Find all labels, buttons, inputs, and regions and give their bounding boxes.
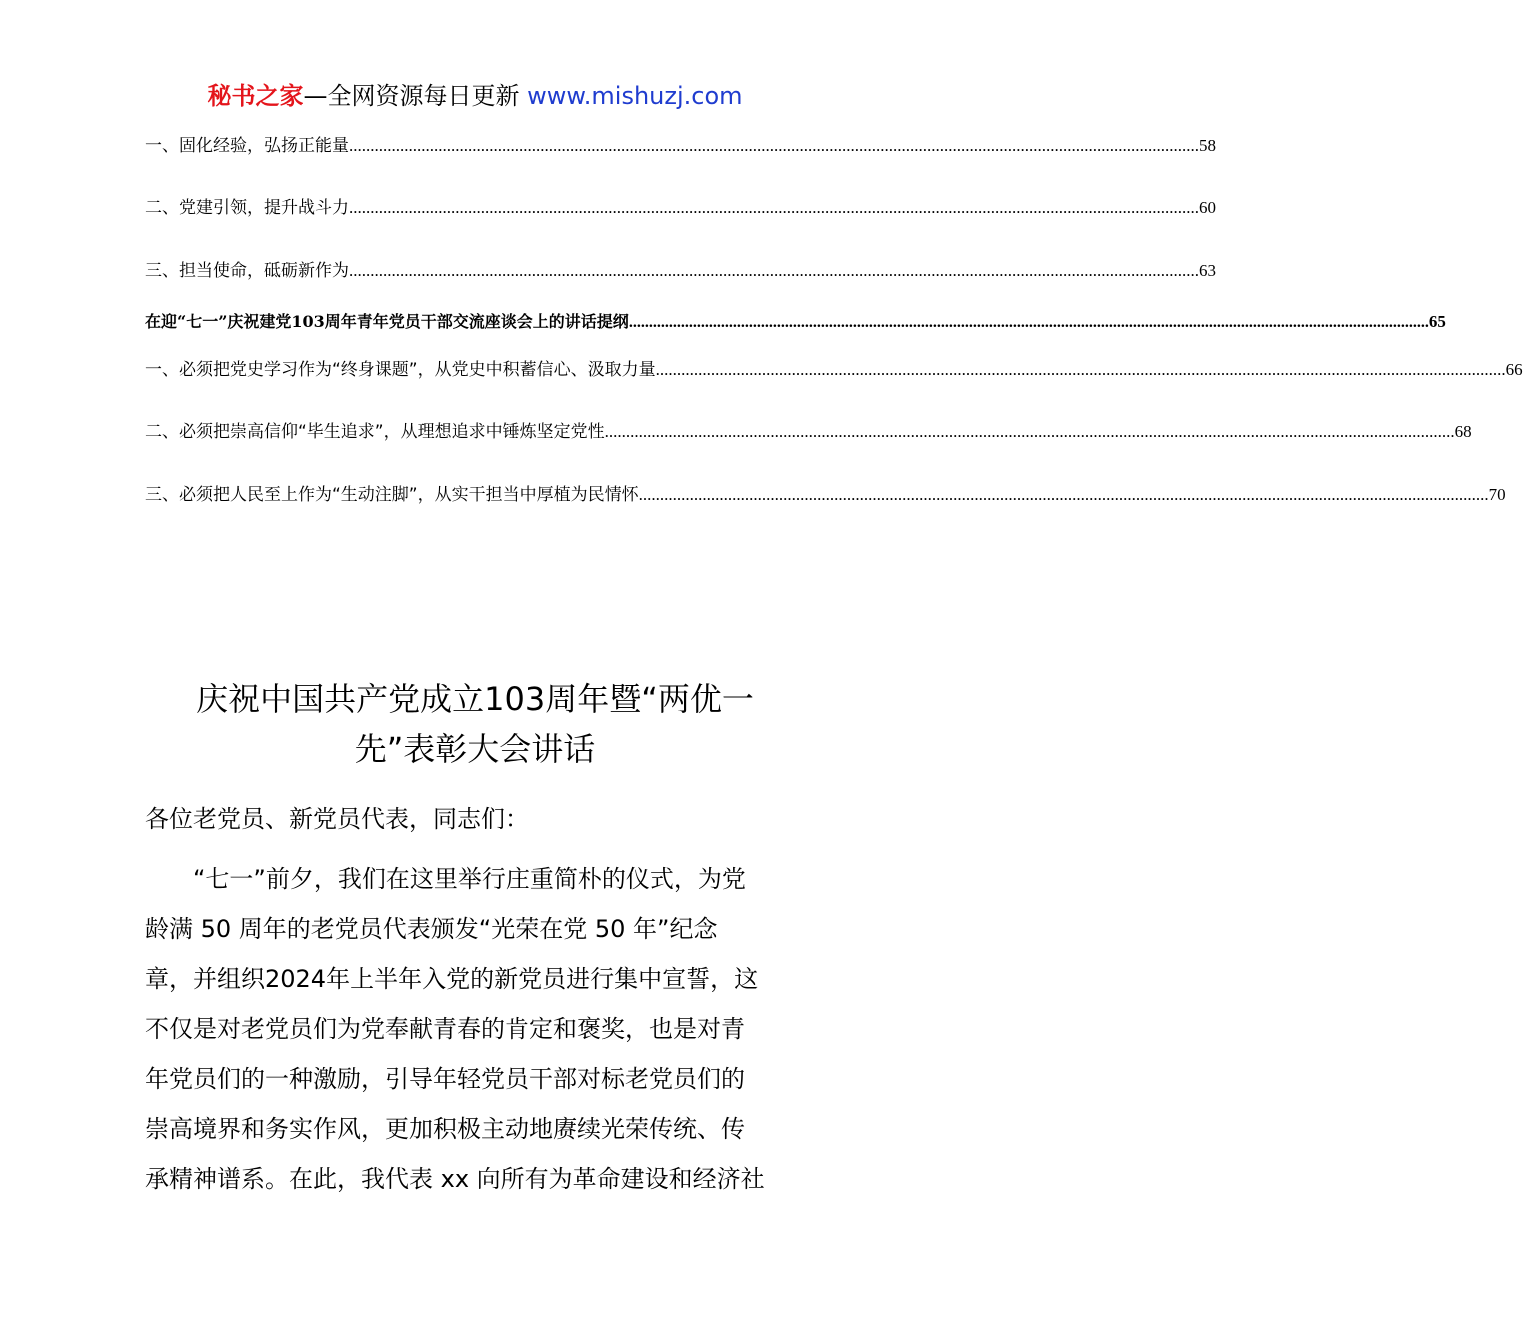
- paragraph-line: 承精神谱系。在此，我代表 xx 向所有为革命建设和经济社: [145, 1165, 765, 1193]
- toc-leader-dots: ........................................................................................................................................................................................................: [638, 485, 1489, 504]
- toc-leader-dots: ........................................................................................................................................................................................................: [628, 314, 1429, 331]
- toc-entry[interactable]: [145, 358, 1523, 382]
- paragraph-line: 崇高境界和务实作风，更加积极主动地赓续光荣传统、传: [145, 1115, 745, 1143]
- toc-entry-page: 63: [1199, 261, 1216, 280]
- toc-entry-title: 三、必须把人民至上作为“生动注脚”，从实干担当中厚植为民情怀: [145, 485, 639, 505]
- toc-entry[interactable]: [145, 420, 1472, 444]
- toc-entry-title: 一、必须把党史学习作为“终身课题”，从党史中积蓄信心、汲取力量: [145, 360, 656, 380]
- greeting: 各位老党员、新党员代表，同志们：: [145, 805, 529, 833]
- toc-entry[interactable]: [145, 196, 1216, 220]
- paragraph-line: 不仅是对老党员们为党奉献青春的肯定和褒奖，也是对青: [145, 1015, 745, 1043]
- toc-entry-page: 70: [1488, 485, 1506, 504]
- paragraph-line: 龄满 50 周年的老党员代表颁发“光荣在党 50 年”纪念: [145, 915, 718, 943]
- site-header: [0, 80, 950, 112]
- toc-entry-page: 65: [1428, 312, 1446, 331]
- toc-leader-dots: ........................................................................................................................................................................................................: [349, 261, 1199, 280]
- paragraph-line: 章，并组织2024年上半年入党的新党员进行集中宣誓，这: [145, 965, 759, 993]
- document-title-line: 先”表彰大会讲话: [354, 730, 596, 768]
- site-brand: 秘书之家: [207, 82, 304, 110]
- toc-entry-title: 二、必须把崇高信仰“毕生追求”，从理想追求中锤炼坚定党性: [145, 422, 605, 442]
- document-title-line: 庆祝中国共产党成立103周年暨“两优一: [196, 680, 754, 718]
- site-tagline: —全网资源每日更新: [303, 82, 528, 110]
- body-paragraph: [145, 854, 807, 1204]
- toc-entry-page: 58: [1199, 136, 1216, 155]
- toc-entry-page: 60: [1199, 198, 1216, 217]
- toc-entry-page: 66: [1505, 360, 1523, 379]
- paragraph-line: “七一”前夕，我们在这里举行庄重简朴的仪式，为党: [145, 865, 746, 893]
- toc-entry-page: 68: [1454, 422, 1472, 441]
- toc-entry-title: 在迎“七一”庆祝建党103周年青年党员干部交流座谈会上的讲话提纲: [145, 312, 629, 331]
- toc-leader-dots: ........................................................................................................................................................................................................: [349, 198, 1199, 217]
- toc-entry-title: 一、固化经验，弘扬正能量: [145, 136, 349, 156]
- toc-leader-dots: ........................................................................................................................................................................................................: [655, 360, 1506, 379]
- toc-entry-title: 二、党建引领，提升战斗力: [145, 198, 349, 218]
- toc-leader-dots: ........................................................................................................................................................................................................: [604, 422, 1455, 441]
- site-url-link[interactable]: www.mishuzj.com: [527, 82, 743, 110]
- paragraph-line: 年党员们的一种激励，引导年轻党员干部对标老党员们的: [145, 1065, 745, 1093]
- toc-entry-title: 三、担当使命，砥砺新作为: [145, 261, 349, 281]
- toc-entry[interactable]: [145, 134, 1216, 158]
- toc-entry[interactable]: [145, 483, 1506, 507]
- toc-leader-dots: ........................................................................................................................................................................................................: [349, 136, 1199, 155]
- toc-entry-heading[interactable]: [145, 310, 1446, 335]
- toc-entry[interactable]: [145, 259, 1216, 283]
- document-title: [130, 674, 820, 774]
